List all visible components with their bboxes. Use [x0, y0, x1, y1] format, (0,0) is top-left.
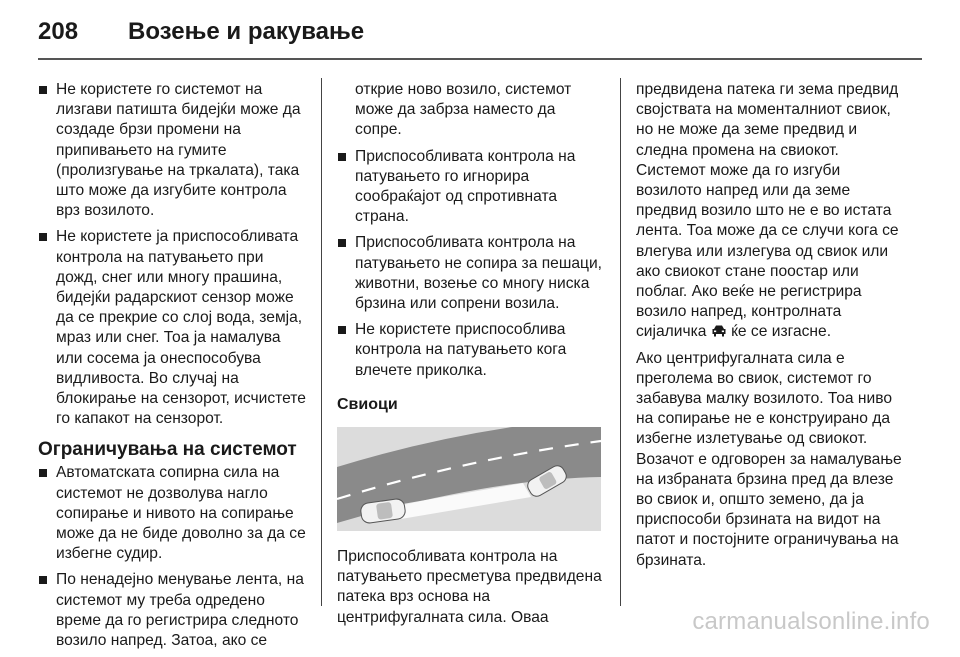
bullet-towing: Не користете приспособлива контрола на патувањето кога влечете приколка.: [337, 320, 605, 381]
bullet-braking-force: Автоматската сопирна сила на системот не дозволува нагло сопирање и нивото на сопирање може да не биде доволно за да се избегне судир.: [38, 463, 308, 564]
bullet-lane-change: По ненадејно менување лента, на системот му треба одредено време да го регистрира следното возило напред. Затоа, ако се: [38, 570, 308, 651]
column-3: [636, 80, 906, 577]
column-2: [337, 80, 605, 634]
column-divider-2: [620, 78, 621, 606]
bullet-oncoming-traffic: Приспособливата контрола на патувањето го игнорира сообраќајот од спротивната страна.: [337, 147, 605, 228]
vehicle-ahead-indicator-icon: [711, 324, 727, 338]
column-divider-1: [321, 78, 322, 606]
column-1: [38, 80, 308, 657]
bullet-slippery-roads: Не користете го системот на лизгави патишта бидејќи може да создаде брзи промени на припивањето на гумите (пролизгување на тркалата), така што може да изгубите контрола врз возилото.: [38, 80, 308, 221]
page-header: [38, 18, 364, 48]
curve-paragraph-continued: предвидена патека ги зема предвид својствата на моменталниот свиок, но не може да земе предвид и следна промена на свиокот. Системот може да го изгуби возилото напред или да земе предвид возило што не е во истата лента. Тоа може да се случи кога се влегува или излегува од свиок или ако свиокот стане поостар или поблаг. Ако веќе не регистрира возило напред, контролната сијаличка ќе се изгасне.: [636, 81, 899, 341]
section-heading-limitations: Ограничувања на системот: [38, 439, 297, 461]
centrifugal-force-paragraph: Ако центрифугалната сила е преголема во свиок, системот го забавува малку возилото. Тоа ниво на сопирање не е конструирано да избегне излетување од свиокот. Возачот е одговорен за намалување на избраната брзина пред да влезе во свиок и, општо земено, да ја приспособи брзината на видот на патот и постојните ограничувања на брзината.: [636, 349, 902, 569]
header-rule: [38, 58, 922, 60]
subheading-curves: Свиоци: [337, 395, 398, 413]
bullet-pedestrians: Приспособливата контрола на патувањето не сопира за пешаци, животни, возење со многу ниска брзина или сопрени возила.: [337, 233, 605, 314]
curve-paragraph: Приспособливата контрола на патувањето пресметува предвидена патека врз основа на центрифугалната сила. Оваа: [337, 548, 602, 626]
bullet-weather-sensor: Не користете ја приспособливата контрола на патувањето при дожд, снег или многу прашина, бидејќи радарскиот сензор може да се прекрие со слој вода, земја, мраз или снег. Тоа ја намалува или сосема ја онеспособува видливоста. Во случај на блокирање на сензорот, исчистете го капакот на сензорот.: [38, 227, 308, 429]
watermark: carmanualsonline.info: [692, 608, 930, 635]
lane-change-continuation: открие ново возило, системот може да забрза наместо да сопре.: [355, 81, 572, 139]
chapter-title: Возење и ракување: [128, 18, 365, 45]
curve-road-illustration: [337, 427, 601, 531]
page-number: 208: [38, 18, 79, 45]
